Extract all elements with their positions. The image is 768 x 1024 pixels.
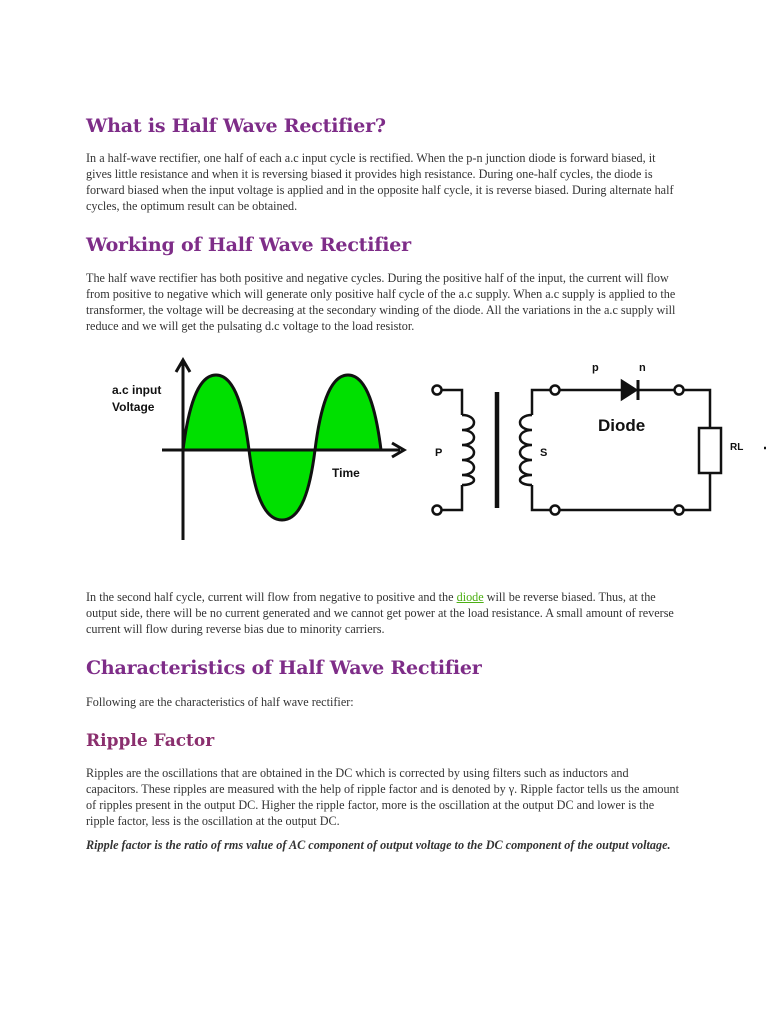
output-terminal-top: [675, 386, 684, 395]
primary-lead-bottom: [441, 485, 462, 510]
diode-symbol: [622, 381, 636, 399]
rectifier-circuit: [433, 380, 767, 515]
secondary-terminal-top: [551, 386, 560, 395]
load-wire-bottom: [683, 473, 710, 510]
secondary-coil: [520, 415, 532, 485]
secondary-terminal-bottom: [551, 506, 560, 515]
paragraph-second-half-cycle: [86, 589, 682, 637]
paragraph-definition: In a half-wave rectifier, one half of each a.c input cycle is rectified. When the p-n junction diode is forward biased, it gives little resistance and when it is reversing biased it provides high resistance. During one-half cycles, the diode is forward biased when the input voltage is applied and in the opposite half cycle, it is reverse biased. During alternate half cycles, the optimum result can be obtained.: [86, 151, 674, 213]
load-resistor-label: RL: [730, 442, 744, 453]
primary-lead-top: [441, 390, 462, 415]
primary-terminal-bottom: [433, 506, 442, 515]
anode-label: p: [592, 362, 599, 374]
positive-half-cycle-2: [315, 375, 381, 450]
negative-half-cycle: [249, 450, 315, 520]
input-waveform-graph: [112, 360, 404, 540]
load-wire-top: [683, 390, 710, 428]
half-wave-rectifier-figure: [100, 350, 768, 550]
input-voltage-label-line2: Voltage: [112, 400, 155, 414]
secondary-lead-top: [532, 390, 551, 415]
heading-ripple-factor: Ripple Factor: [86, 731, 215, 751]
paragraph-ripple-definition: Ripple factor is the ratio of rms value of AC component of output voltage to the DC component of the output voltage.: [86, 838, 671, 852]
diode-label: Diode: [598, 416, 646, 435]
primary-terminal-top: [433, 386, 442, 395]
secondary-lead-bottom: [532, 485, 551, 510]
heading-what-is-half-wave-rectifier: What is Half Wave Rectifier?: [86, 115, 386, 137]
paragraph-working: The half wave rectifier has both positive and negative cycles. During the positive half of the input, the current will flow from positive to negative which will generate only positive half cycle of the a.c supply. When a.c supply is applied to the transformer, the voltage will be decreasing at the secondary winding of the diode. All the variations in the a.c supply will reduce and we will get the pulsating d.c voltage to the load resistor.: [86, 271, 676, 333]
primary-winding-label: P: [435, 447, 443, 459]
cathode-label: n: [639, 362, 646, 374]
positive-half-cycle-1: [183, 375, 249, 450]
output-terminal-bottom: [675, 506, 684, 515]
input-voltage-label-line1: a.c input: [112, 383, 162, 397]
heading-characteristics: Characteristics of Half Wave Rectifier: [86, 657, 482, 679]
heading-working: Working of Half Wave Rectifier: [86, 234, 411, 256]
text-before-link: In the second half cycle, current will flow from negative to positive and the: [86, 590, 457, 604]
secondary-winding-label: S: [540, 447, 548, 459]
load-resistor: [699, 428, 721, 473]
text-after-link: will be reverse biased. Thus, at the output side, there will be no current generated and we cannot get power at the load resistance. A small amount of reverse current will flow during reverse bias due to minority carriers.: [86, 590, 674, 636]
primary-coil: [462, 415, 474, 485]
paragraph-ripple-explanation: Ripples are the oscillations that are obtained in the DC which is corrected by using filters such as inductors and capacitors. These ripples are measured with the help of ripple factor and is denoted by γ. Ripple factor tells us the amount of ripples present in the output DC. Higher the ripple factor, more is the oscillation at the output DC and lower is the ripple factor, less is the oscillation at the output DC.: [86, 766, 680, 828]
paragraph-characteristics-intro: Following are the characteristics of half wave rectifier:: [86, 695, 354, 709]
diode-link[interactable]: diode: [456, 590, 484, 604]
time-axis-label: Time: [332, 466, 360, 480]
